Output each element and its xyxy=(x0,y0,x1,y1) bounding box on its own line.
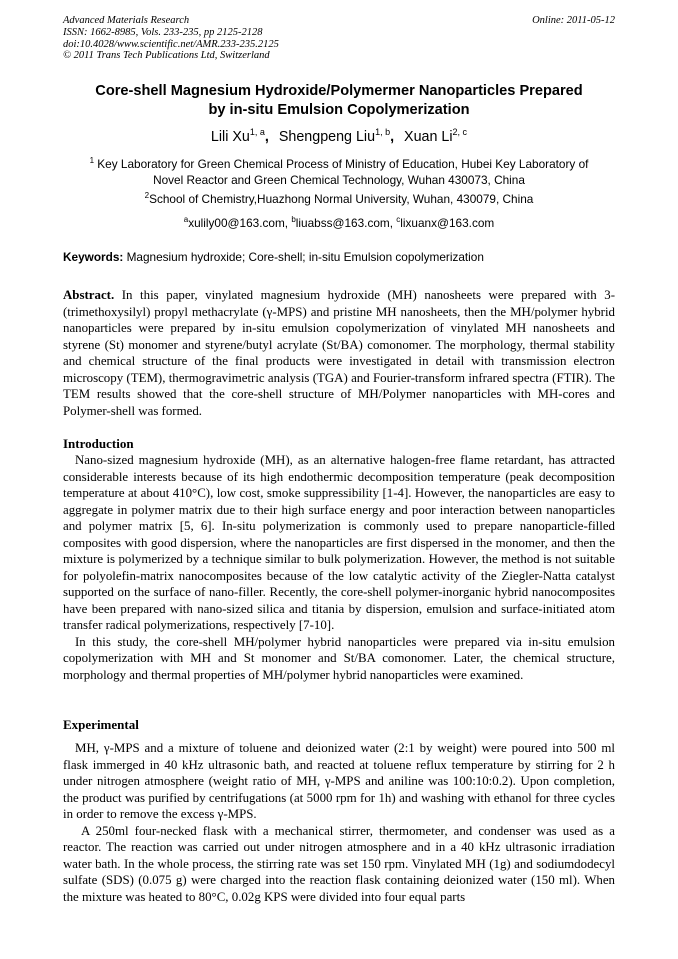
doi-line: doi:10.4028/www.scientific.net/AMR.233-235.2125 xyxy=(63,38,279,50)
author-name: Shengpeng Liu xyxy=(278,129,376,145)
email-address: liuabss@163.com, xyxy=(295,216,397,230)
author-affiliation-marker: 2, c xyxy=(452,127,468,137)
author-name: Lili Xu xyxy=(210,129,250,145)
author-affiliation-marker: 1, a xyxy=(249,127,265,137)
keywords-label: Keywords: xyxy=(63,250,124,264)
affiliation-1 xyxy=(63,156,615,188)
experimental-body xyxy=(63,740,615,905)
author-name: Xuan Li xyxy=(404,129,453,145)
online-date: Online: 2011-05-12 xyxy=(532,15,615,26)
email-marker: b xyxy=(291,215,296,224)
paper-title xyxy=(63,82,615,119)
paragraph: MH, γ-MPS and a mixture of toluene and deionized water (2:1 by weight) were poured into 500 ml flask immerged in 40 kHz ultrasonic bath, and reacted at toluene reflux temperature by stirring for 2 h under nitrogen atmosphere (weight ratio of MH, γ-MPS and aniline was 100:10:0.2). Upon completion, the product was purified by centrifugations (at 5000 rpm for 1h) and washing with ethanol for three cycles in order to remove the excess γ-MPS. xyxy=(63,741,615,821)
title-line-1: Core-shell Magnesium Hydroxide/Polymermer Nanoparticles Prepared xyxy=(95,83,583,99)
affiliation-marker: 1 xyxy=(89,156,95,165)
experimental-heading: Experimental xyxy=(63,717,139,732)
affiliation-text: Key Laboratory for Green Chemical Process of Ministry of Education, Hubei Key Laboratory of xyxy=(97,157,589,171)
issn-line: ISSN: 1662-8985, Vols. 233-235, pp 2125-2128 xyxy=(63,26,263,38)
paragraph: In this study, the core-shell MH/polymer hybrid nanoparticles were prepared via in-situ emulsion copolymerization with MH and St monomer and St/BA comonomer. Later, the chemical structure, morphology and thermal properties of MH/polymer hybrid nanoparticles were examined. xyxy=(63,634,615,682)
email-marker: c xyxy=(396,215,401,224)
affiliation-marker: 2 xyxy=(144,191,150,200)
author-separator: , xyxy=(390,129,395,145)
paragraph: A 250ml four-necked flask with a mechanical stirrer, thermometer, and condenser was used as a reactor. The reaction was carried out under nitrogen atmosphere and in a 40 kHz ultrasonic irradiation water bath. In the whole process, the stirring rate was set 150 rpm. Vinylated MH (1g) and sodiumdodecyl sulfate (SDS) (0.075 g) were charged into the reaction flask containing deionized water (150 ml). When the mixture was heated to 80°C, 0.02g KPS were divided into four equal parts xyxy=(63,823,615,904)
email-address: lixuanx@163.com xyxy=(400,216,495,230)
affiliation-text: School of Chemistry,Huazhong Normal University, Wuhan, 430079, China xyxy=(149,192,534,206)
copyright-line: © 2011 Trans Tech Publications Ltd, Switzerland xyxy=(63,50,270,62)
journal-name: Advanced Materials Research xyxy=(63,15,190,26)
introduction-body xyxy=(63,452,615,683)
affiliation-text: Novel Reactor and Green Chemical Technology, Wuhan 430073, China xyxy=(153,173,525,187)
email-address: xulily00@163.com, xyxy=(188,216,292,230)
title-line-2: by in-situ Emulsion Copolymerization xyxy=(208,101,470,118)
keywords xyxy=(63,249,615,265)
author-list xyxy=(63,128,615,146)
abstract-label: Abstract. xyxy=(63,288,115,302)
journal-header xyxy=(63,15,615,62)
email-marker: a xyxy=(183,215,189,224)
introduction-heading: Introduction xyxy=(63,436,134,451)
author-emails xyxy=(63,215,615,231)
author-separator: , xyxy=(264,129,269,145)
paragraph: Nano-sized magnesium hydroxide (MH), as an alternative halogen-free flame retardant, has attracted considerable interests because of its high endothermic decomposition temperature (peak decomposition temperature at about 410°C), low cost, smoke suppressibility [1-4]. However, the nanoparticles are easy to aggregate in polymer matrix due to their high surface energy and poor interaction between nanoparticles and polymer matrix [5, 6]. In-situ polymerization is commonly used to prepare nanoparticle-filled composites with good dispersion, where the nanoparticles are first dispersed in the monomer, and then the mixture is polymerized by a technique similar to bulk polymerization. However, the method is not suitable for polyolefin-matrix nanocomposites because of the low catalytic activity of the Ziegler-Natta catalyst supported on the surface of nano-filler. Recently, the core-shell polymer-inorganic hybrid nanocomposites have been prepared with nano-sized silica and titania by dispersion, emulsion and surface-initiated atom transfer radical polymerizations, respectively [7-10]. xyxy=(63,453,615,632)
abstract-text: In this paper, vinylated magnesium hydroxide (MH) nanosheets were prepared with 3-(trimethoxysilyl) propyl methacrylate (γ-MPS) and pristine MH nanosheets, then the MH/polymer hybrid nanoparticles were prepared by in-situ emulsion copolymerization of vinylated MH nanosheets and styrene (St) monomer and styrene/butyl acrylate (St/BA) comonomer. The morphology, thermal stability and chemical structure of the final products were investigated in detail with transmission electron microscopy (TEM), thermogravimetric analysis (TGA) and Fourier-transform infrared spectra (FTIR). The TEM results showed that the core-shell structure of MH/Polymer nanoparticles with MH-cores and Polymer-shell was formed. xyxy=(63,288,615,418)
affiliation-2 xyxy=(63,191,615,207)
author-affiliation-marker: 1, b xyxy=(375,127,391,137)
abstract xyxy=(63,287,615,419)
keywords-text: Magnesium hydroxide; Core-shell; in-situ Emulsion copolymerization xyxy=(123,250,484,264)
